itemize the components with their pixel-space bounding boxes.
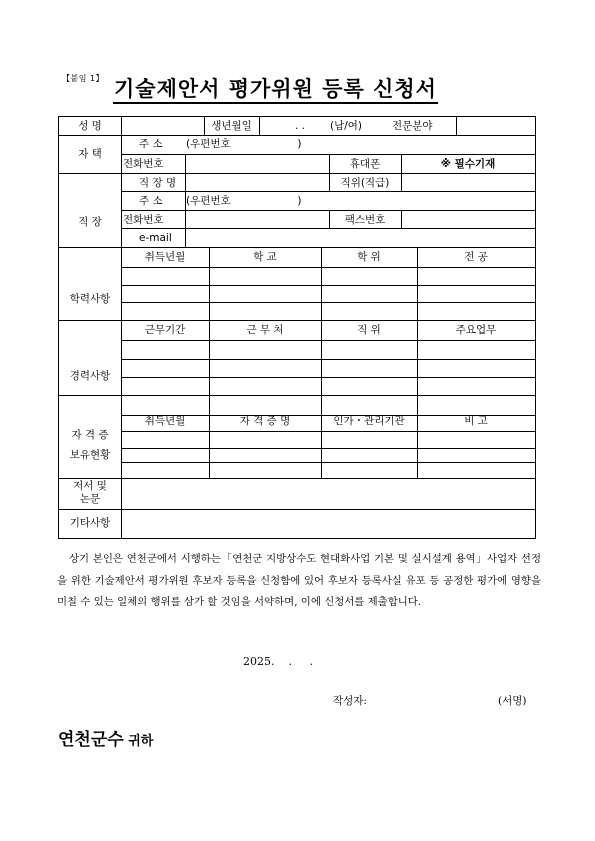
gender-field[interactable]: (남/여) [330,120,363,132]
license-header-authority: 인가・관리기관 [333,415,405,427]
specialty-field[interactable] [457,120,534,133]
career-header-position: 직 위 [357,324,381,336]
name-label: 성 명 [78,120,102,132]
workplace-name-field[interactable] [186,177,329,190]
license-header-name: 자 격 증 명 [239,415,291,427]
education-header-degree: 학 위 [357,251,381,263]
publications-field[interactable] [123,481,534,507]
publications-label-line2: 논문 [79,493,101,505]
home-address-label: 주 소 [139,138,163,150]
pledge-paragraph: 상기 본인은 연천군에서 시행하는「연천군 지방상수도 현대화사업 기본 및 실시설계 용역」사업자 선정을 위한 기술제안서 평가위원 후보자 등록을 신청함에 있어 후보자 등록사실 유포 등 공정한 평가에 영향을 미칠 수 있는 일체의 행위를 삼가 할 것임을 서약하며, 이에 신청서를 제출합니다. [57,553,541,609]
position-field[interactable] [402,177,534,190]
career-header-duties: 주요업무 [455,324,497,336]
application-form-table [58,116,536,539]
fax-field[interactable] [402,214,534,227]
work-address-label: 주 소 [139,195,163,207]
home-phone-field[interactable] [186,158,329,171]
career-header-period: 근무기간 [144,324,186,336]
education-section-label: 학력사항 [69,293,111,305]
work-phone-field[interactable] [186,214,329,227]
email-label: e-mail [139,232,172,244]
position-label: 직위(직급) [340,177,390,189]
license-header-remarks: 비 고 [464,415,488,427]
education-header-date: 취득년월 [144,251,186,263]
form-title: 기술제안서 평가위원 등록 신청서 [113,76,438,104]
birth-date-label: 생년월일 [211,120,252,132]
home-phone-label: 전화번호 [123,158,164,170]
home-address-field[interactable]: (우편번호 ) [186,138,302,150]
other-notes-field[interactable] [123,512,534,536]
career-section-label: 경력사항 [69,370,111,382]
signature-label: (서명) [498,695,527,707]
work-phone-label: 전화번호 [123,214,164,226]
work-address-field[interactable]: (우편번호 ) [186,195,302,207]
license-header-date: 취득년월 [144,415,186,427]
license-section-label-line1: 자 격 증 [71,429,109,441]
home-section-label: 자 택 [78,148,102,160]
specialty-label: 전문분야 [392,120,433,132]
career-header-employer: 근 무 처 [246,324,284,336]
addressee-name: 연천군수 [58,730,124,750]
publications-label-line1: 저서 및 [73,480,107,492]
workplace-name-label: 직 장 명 [139,177,177,189]
mobile-label: 휴대폰 [349,158,381,170]
education-header-school: 학 교 [253,251,277,263]
submission-date: 2025. . . [243,655,313,668]
attachment-label: 【붙임 1】 [62,74,105,83]
license-section-label-line2: 보유현황 [69,449,111,461]
addressee-suffix: 귀하 [123,734,154,749]
name-field[interactable] [123,120,204,133]
education-header-major: 전 공 [464,251,488,263]
fax-label: 팩스번호 [344,214,386,226]
work-section-label: 직 장 [78,216,102,228]
mobile-required-note: ※ 필수기재 [440,158,496,170]
addressee [58,725,153,750]
email-field[interactable] [186,232,534,245]
birth-date-field[interactable]: . . [295,120,306,132]
other-notes-label: 기타사항 [69,517,111,529]
author-label: 작성자: [333,695,367,707]
